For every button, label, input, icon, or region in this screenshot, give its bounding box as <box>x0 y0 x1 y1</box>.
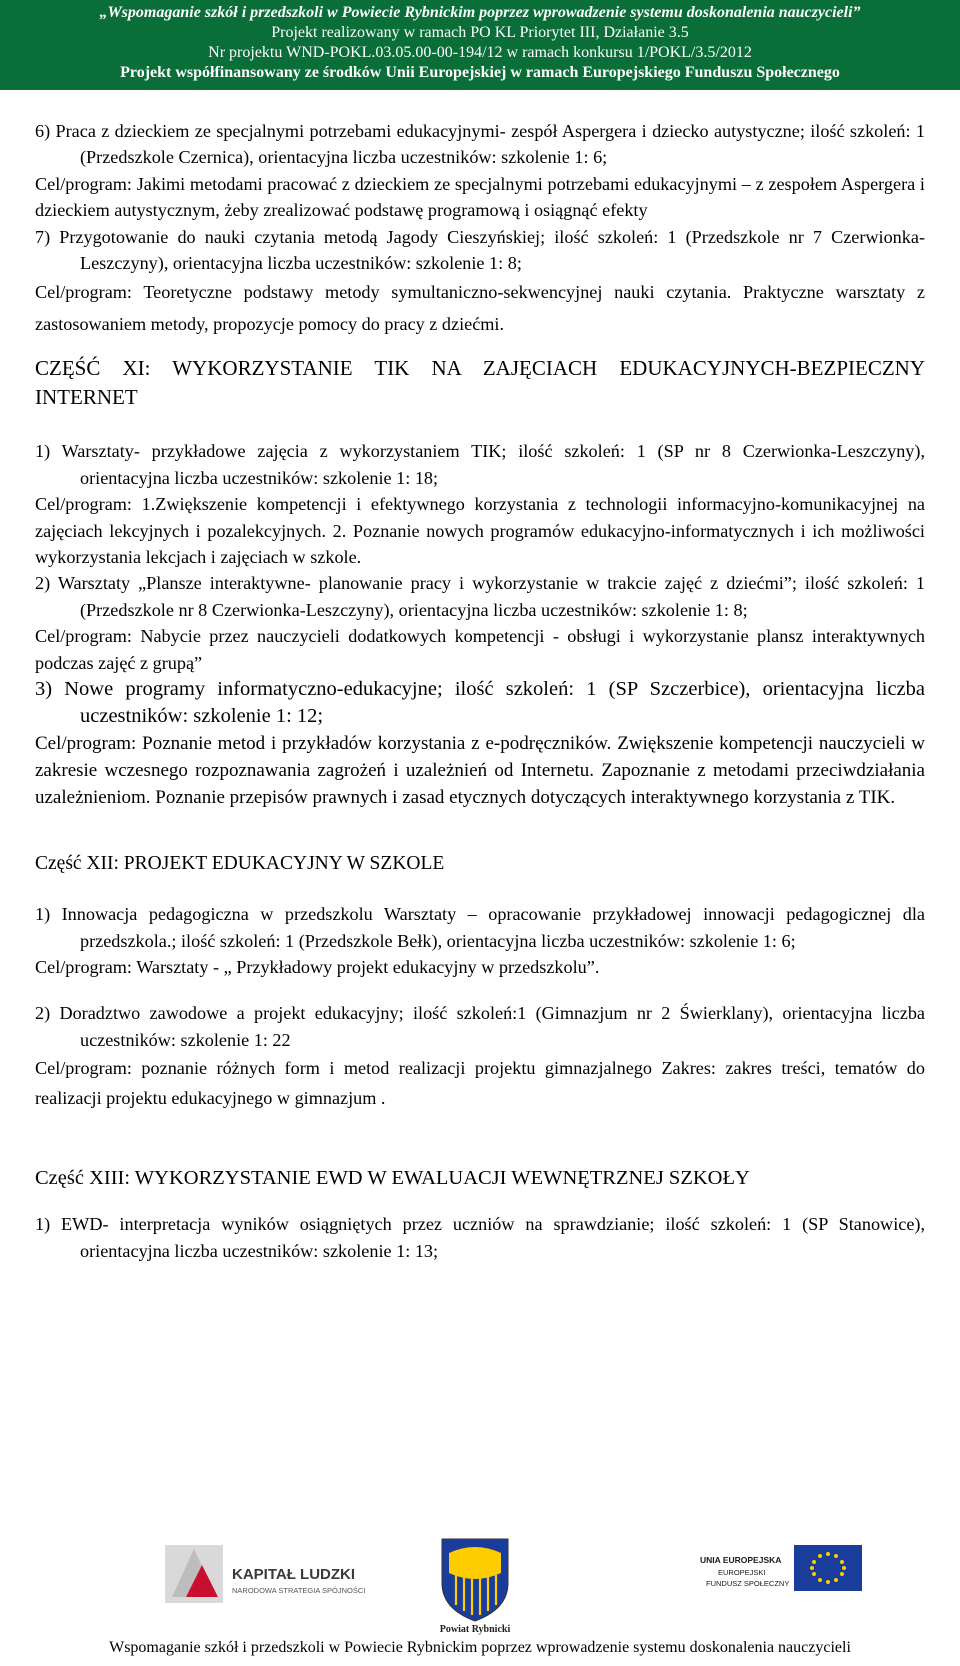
header-line-4: Projekt współfinansowany ze środków Unii Europejskiej w ramach Europejskiego Funduszu Społecznego <box>120 64 840 81</box>
goal-paragraph: Cel/program: Poznanie metod i przykładów korzystania z e-podręczników. Zwiększenie kompetencji nauczycieli w zakresie wczesnego rozpoznawania zagrożeń i uzależnień od Internetu. Zapoznanie z metodami przeciwdziałania uzależnieniom. Poznanie przepisów prawnych i zasad etycznych dotyczących interaktywnego korzystania z TIK. <box>35 733 925 809</box>
goal-paragraph: Cel/program: Jakimi metodami pracować z dzieckiem ze specjalnymi potrzebami edukacyjnymi – z zespołem Aspergera i dzieckiem autystycznym, żeby zrealizować podstawę programową i osiągnąć efekty <box>35 173 925 221</box>
section-heading-xii: Część XII: PROJEKT EDUKACYJNY W SZKOLE <box>35 853 445 875</box>
project-header <box>0 0 960 90</box>
header-line-1: „Wspomaganie szkół i przedszkoli w Powiecie Rybnickim poprzez wprowadzenie systemu doskonalenia nauczycieli” <box>99 4 861 21</box>
goal-paragraph: Cel/program: Nabycie przez nauczycieli dodatkowych kompetencji - obsługi i wykorzystanie plansz interaktywnych podczas zajęć z grupą” <box>35 626 925 673</box>
eu-fund-logo <box>700 1545 862 1591</box>
kapital-title: KAPITAŁ LUDZKI <box>232 1566 356 1583</box>
list-item-2: 2) Doradztwo zawodowe a projekt edukacyjny; ilość szkoleń:1 (Gimnazjum nr 2 Świerklany), orientacyjna liczba uczestników: szkolenie 1: 22 <box>35 1003 925 1050</box>
list-item-2: 2) Warsztaty „Plansze interaktywne- planowanie pracy i wykorzystanie w trakcie zajęć z dziećmi”; ilość szkoleń: 1 (Przedszkole nr 8 Czerwionka-Leszczyny), orientacyjna liczba uczestników: szkolenie 1: 8; <box>35 573 925 620</box>
list-item-1: 1) Warsztaty- przykładowe zajęcia z wykorzystaniem TIK; ilość szkoleń: 1 (SP nr 8 Czerwionka-Leszczyny), orientacyjna liczba uczestników: szkolenie 1: 18; <box>35 441 925 488</box>
eu-flag-icon <box>794 1545 862 1591</box>
powiat-label: Powiat Rybnicki <box>439 1624 511 1635</box>
ue-line-3: FUNDUSZ SPOŁECZNY <box>706 1579 790 1588</box>
ue-line-1: UNIA EUROPEJSKA <box>700 1555 782 1565</box>
logo-strip <box>0 1535 960 1635</box>
kapital-ludzki-logo <box>165 1545 365 1603</box>
goal-paragraph: Cel/program: poznanie różnych form i metod realizacji projektu gimnazjalnego Zakres: zakres treści, tematów do realizacji projektu edukacyjnego w gimnazjum . <box>35 1058 925 1109</box>
section-heading-xiii: Część XIII: WYKORZYSTANIE EWD W EWALUACJI WEWNĘTRZNEJ SZKOŁY <box>35 1167 750 1190</box>
list-item-6: 6) Praca z dzieckiem ze specjalnymi potrzebami edukacyjnymi- zespół Aspergera i dziecko autystyczne; ilość szkoleń: 1 (Przedszkole Czernica), orientacyjna liczba uczestników: szkolenie 1: 6; <box>35 121 925 168</box>
goal-paragraph: Cel/program: Teoretyczne podstawy metody symultaniczno-sekwencyjnej nauki czytania. Praktyczne warsztaty z zastosowaniem metody, propozycje pomocy do pracy z dziećmi. <box>35 282 925 335</box>
list-item-1: 1) EWD- interpretacja wyników osiągniętych przez uczniów na sprawdzianie; ilość szkoleń: 1 (SP Stanowice), orientacyjna liczba uczestników: szkolenie 1: 13; <box>35 1214 925 1261</box>
logos-svg <box>0 1535 960 1635</box>
document-body <box>35 118 925 1264</box>
list-item-7: 7) Przygotowanie do nauki czytania metodą Jagody Cieszyńskiej; ilość szkoleń: 1 (Przedszkole nr 7 Czerwionka-Leszczyny), orientacyjna liczba uczestników: szkolenie 1: 8; <box>35 226 925 274</box>
section-heading-xi: CZĘŚĆ XI: WYKORZYSTANIE TIK NA ZAJĘCIACH EDUKACYJNYCH-BEZPIECZNY INTERNET <box>35 356 925 410</box>
header-line-2: Projekt realizowany w ramach PO KL Priorytet III, Działanie 3.5 <box>271 24 689 41</box>
kapital-subtitle: NARODOWA STRATEGIA SPÓJNOŚCI <box>232 1586 366 1595</box>
page-footer: Wspomaganie szkół i przedszkoli w Powiecie Rybnickim poprzez wprowadzenie systemu doskonalenia nauczycieli <box>109 1639 851 1656</box>
goal-paragraph: Cel/program: Warsztaty - „ Przykładowy projekt edukacyjny w przedszkolu”. <box>35 956 600 977</box>
list-item-3: 3) Nowe programy informatyczno-edukacyjne; ilość szkoleń: 1 (SP Szczerbice), orientacyjna liczba uczestników: szkolenie 1: 12; <box>35 678 925 728</box>
ue-line-2: EUROPEJSKI <box>718 1568 766 1577</box>
header-line-3: Nr projektu WND-POKL.03.05.00-00-194/12 w ramach konkursu 1/POKL/3.5/2012 <box>208 44 752 61</box>
list-item-1: 1) Innowacja pedagogiczna w przedszkolu Warsztaty – opracowanie przykładowej innowacji pedagogicznej dla przedszkola.; ilość szkoleń: 1 (Przedszkole Bełk), orientacyjna liczba uczestników: szkolenie 1: 6; <box>35 904 925 951</box>
goal-paragraph: Cel/program: 1.Zwiększenie kompetencji i efektywnego korzystania z technologii informacyjno-komunikacyjnej na zajęciach lekcyjnych i pozalekcyjnych. 2. Poznanie nowych programów edukacyjno-informatycznych i ich możliwości wykorzystania lekcjach i zajęciach w szkole. <box>35 494 925 568</box>
powiat-rybnicki-crest <box>440 1539 511 1635</box>
